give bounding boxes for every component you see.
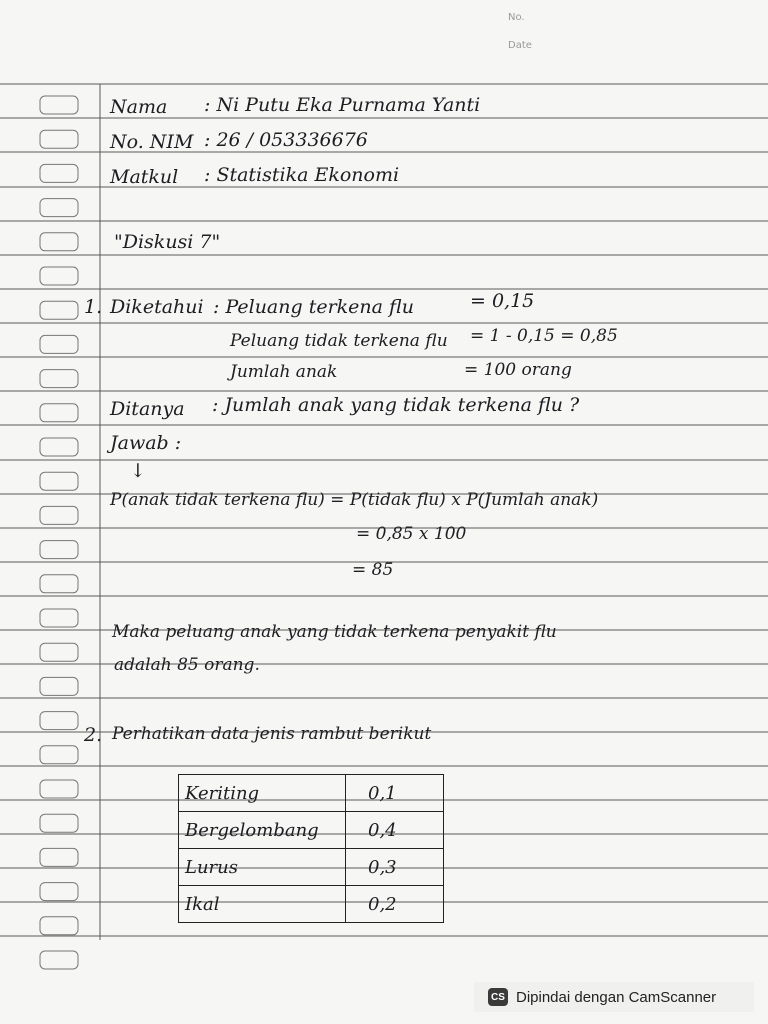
q1-step-2: = 85 bbox=[352, 560, 394, 580]
watermark-text: Dipindai dengan CamScanner bbox=[516, 988, 717, 1006]
q1-number: 1. bbox=[84, 296, 103, 318]
down-arrow-icon: ↓ bbox=[130, 460, 146, 482]
binder-slot bbox=[40, 609, 78, 627]
nim-value: : 26 / 053336676 bbox=[204, 129, 368, 151]
nim-label: No. NIM bbox=[110, 131, 194, 153]
nama-label: Nama bbox=[110, 96, 168, 118]
q1-known-3: Jumlah anak bbox=[230, 362, 338, 382]
binder-slot bbox=[40, 712, 78, 730]
binder-slot bbox=[40, 199, 78, 217]
q1-known-1-value: = 0,15 bbox=[470, 290, 535, 312]
matkul-label: Matkul bbox=[110, 166, 179, 188]
q1-known-2-value: = 1 - 0,15 = 0,85 bbox=[470, 326, 618, 346]
hair-type-cell: Keriting bbox=[179, 775, 346, 812]
header-date-label: Date bbox=[508, 40, 532, 51]
binder-slot bbox=[40, 438, 78, 456]
probability-cell: 0,3 bbox=[346, 849, 444, 886]
nama-value: : Ni Putu Eka Purnama Yanti bbox=[204, 94, 481, 116]
binder-slot bbox=[40, 814, 78, 832]
camscanner-watermark bbox=[474, 982, 754, 1012]
camscanner-logo-icon: CS bbox=[488, 988, 508, 1006]
q1-formula: P(anak tidak terkena flu) = P(tidak flu) x P(Jumlah anak) bbox=[110, 490, 599, 510]
binder-slot bbox=[40, 335, 78, 353]
table-row bbox=[179, 812, 444, 849]
q1-jawab-label: Jawab : bbox=[110, 432, 182, 454]
table-row bbox=[179, 775, 444, 812]
q1-known-3-value: = 100 orang bbox=[464, 360, 572, 380]
q2-number: 2. bbox=[84, 724, 103, 746]
binder-slot bbox=[40, 130, 78, 148]
binder-slot bbox=[40, 370, 78, 388]
binder-slot bbox=[40, 575, 78, 593]
binder-slot bbox=[40, 233, 78, 251]
q1-known-2: Peluang tidak terkena flu bbox=[230, 331, 448, 351]
binder-slot bbox=[40, 917, 78, 935]
binder-slot bbox=[40, 267, 78, 285]
binder-slot bbox=[40, 472, 78, 490]
binder-slot bbox=[40, 96, 78, 114]
binder-slot bbox=[40, 951, 78, 969]
matkul-value: : Statistika Ekonomi bbox=[204, 164, 400, 186]
table-row bbox=[179, 886, 444, 923]
q1-diketahui-label: Diketahui bbox=[110, 296, 204, 318]
binder-slot bbox=[40, 404, 78, 422]
hair-type-table bbox=[178, 774, 444, 915]
q1-conclusion-2: adalah 85 orang. bbox=[114, 655, 260, 675]
binder-slot bbox=[40, 848, 78, 866]
q1-known-1: : Peluang terkena flu bbox=[213, 296, 414, 318]
hair-type-cell: Lurus bbox=[179, 849, 346, 886]
probability-cell: 0,4 bbox=[346, 812, 444, 849]
binder-slot bbox=[40, 677, 78, 695]
binder-slot bbox=[40, 746, 78, 764]
q1-ditanya-value: : Jumlah anak yang tidak terkena flu ? bbox=[212, 394, 580, 416]
q1-ditanya-label: Ditanya bbox=[110, 398, 185, 420]
header-no-label: No. bbox=[508, 12, 525, 23]
binder-slot bbox=[40, 301, 78, 319]
q1-step-1: = 0,85 x 100 bbox=[356, 524, 467, 544]
probability-cell: 0,1 bbox=[346, 775, 444, 812]
binder-slot bbox=[40, 541, 78, 559]
binder-slot bbox=[40, 780, 78, 798]
binder-slot bbox=[40, 164, 78, 182]
probability-cell: 0,2 bbox=[346, 886, 444, 923]
binder-slot bbox=[40, 643, 78, 661]
hair-type-cell: Bergelombang bbox=[179, 812, 346, 849]
hair-type-cell: Ikal bbox=[179, 886, 346, 923]
q1-conclusion-1: Maka peluang anak yang tidak terkena penyakit flu bbox=[112, 622, 557, 642]
q2-prompt: Perhatikan data jenis rambut berikut bbox=[112, 724, 432, 744]
binder-slot bbox=[40, 883, 78, 901]
page-title: "Diskusi 7" bbox=[114, 231, 221, 253]
binder-slot bbox=[40, 506, 78, 524]
table-row bbox=[179, 849, 444, 886]
